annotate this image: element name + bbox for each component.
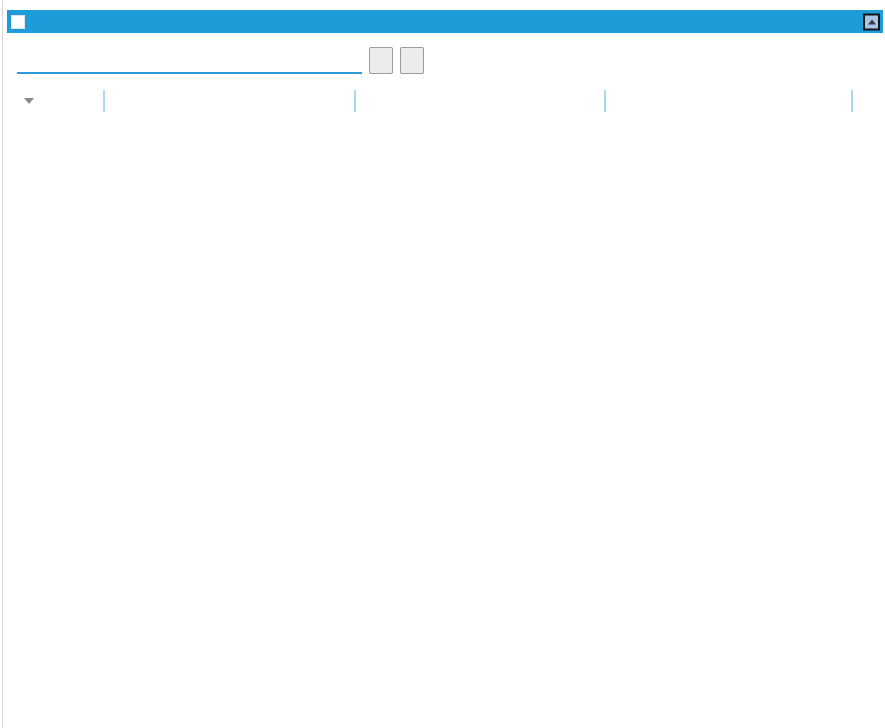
sort-arrow-icon: [24, 98, 34, 104]
panel-journal-adresse: [0, 10, 885, 116]
forward-button[interactable]: [400, 47, 424, 74]
panel-toggle-button[interactable]: [863, 13, 880, 30]
column-header-internal: [604, 90, 853, 112]
backward-button[interactable]: [369, 47, 393, 74]
column-header-attribut: [103, 90, 354, 112]
panel-content: [0, 47, 885, 116]
panel-header[interactable]: [7, 10, 883, 33]
settings-accordion-page: [0, 0, 885, 139]
column-header-kategorie: [354, 90, 604, 112]
chevron-up-icon: [868, 19, 876, 24]
table-header-row: [7, 90, 855, 112]
column-header-required[interactable]: [7, 90, 103, 112]
panel-checkbox[interactable]: [11, 15, 25, 29]
search-input[interactable]: [17, 47, 362, 74]
attribute-table: [7, 90, 855, 112]
search-row: [17, 47, 885, 74]
